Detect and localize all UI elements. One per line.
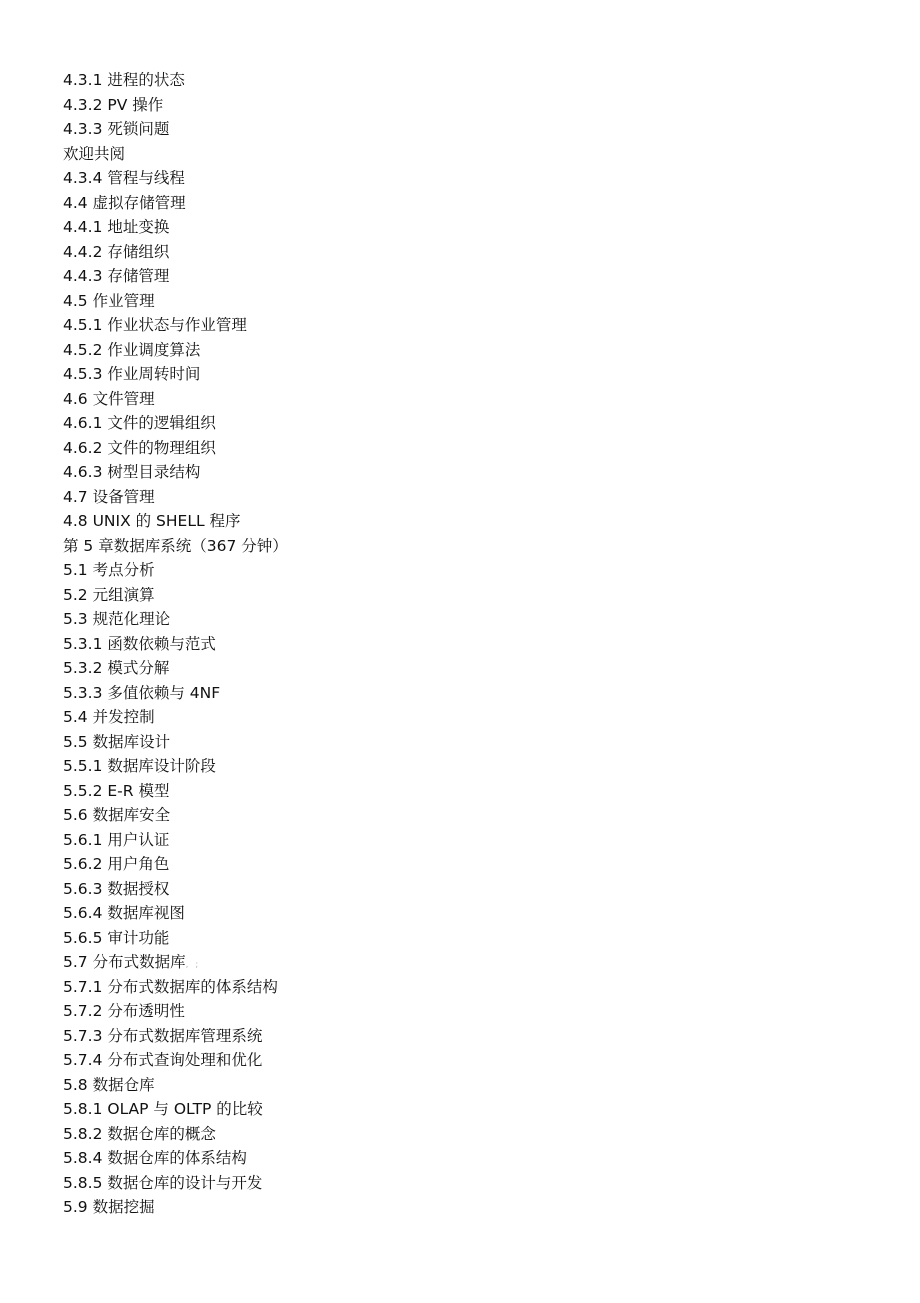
toc-line: 4.5.2 作业调度算法	[63, 340, 201, 359]
toc-line: 5.8.2 数据仓库的概念	[63, 1124, 216, 1143]
toc-line: 5.8 数据仓库	[63, 1075, 155, 1094]
toc-line: 4.6.3 树型目录结构	[63, 463, 201, 481]
toc-line: 5.6.5 审计功能	[63, 928, 170, 947]
toc-line: 4.6.2 文件的物理组织	[63, 438, 216, 457]
toc-line-text: 5.7 分布式数据库	[63, 953, 186, 971]
toc-line: 4.4.1 地址变换	[63, 218, 170, 236]
toc-line: 5.8.5 数据仓库的设计与开发	[63, 1173, 263, 1192]
toc-line: 4.3.3 死锁问题	[63, 120, 170, 138]
toc-line: 4.3.4 管程与线程	[63, 169, 185, 187]
chapter-heading: 第 5 章数据库系统（367 分钟）	[63, 536, 288, 555]
toc-line: 5.7.4 分布式查询处理和优化	[63, 1051, 263, 1069]
toc-line: 5.6.3 数据授权	[63, 879, 170, 898]
toc-line: 4.5.3 作业周转时间	[63, 365, 201, 383]
toc-line: 5.6.1 用户认证	[63, 830, 170, 849]
toc-line: 4.4.3 存储管理	[63, 267, 170, 285]
toc-line: 4.6.1 文件的逻辑组织	[63, 414, 216, 432]
document-page	[63, 68, 883, 1220]
toc-line: 5.6.4 数据库视图	[63, 904, 185, 922]
toc-line: 5.7.2 分布透明性	[63, 1002, 185, 1020]
toc-line: 5.9 数据挖掘	[63, 1198, 155, 1216]
toc-line-with-mark	[63, 950, 883, 975]
toc-line: 5.6.2 用户角色	[63, 855, 170, 873]
toc-line: 5.1 考点分析	[63, 561, 155, 579]
toc-line: 4.7 设备管理	[63, 487, 155, 506]
toc-line: 4.4.2 存储组织	[63, 242, 170, 261]
toc-line: 5.7.1 分布式数据库的体系结构	[63, 977, 278, 996]
toc-line: 4.6 文件管理	[63, 389, 155, 408]
toc-line: 4.4 虚拟存储管理	[63, 193, 186, 212]
toc-line: 4.5.1 作业状态与作业管理	[63, 316, 247, 334]
faint-mark: , ;	[185, 960, 201, 970]
toc-line: 5.4 并发控制	[63, 708, 155, 726]
toc-line: 5.5.2 E-R 模型	[63, 781, 170, 800]
toc-line: 5.7.3 分布式数据库管理系统	[63, 1026, 263, 1045]
toc-line: 5.3.1 函数依赖与范式	[63, 634, 216, 653]
toc-line: 5.8.4 数据仓库的体系结构	[63, 1149, 247, 1167]
toc-line: 5.2 元组演算	[63, 585, 155, 604]
toc-line: 5.5.1 数据库设计阶段	[63, 757, 216, 775]
toc-line: 4.5 作业管理	[63, 291, 155, 310]
toc-line: 4.3.1 进程的状态	[63, 71, 185, 89]
toc-line: 4.8 UNIX 的 SHELL 程序	[63, 512, 241, 530]
toc-line: 5.6 数据库安全	[63, 806, 171, 824]
watermark-text: 欢迎共阅	[63, 144, 126, 163]
toc-line: 5.3 规范化理论	[63, 610, 171, 628]
toc-line: 5.3.2 模式分解	[63, 659, 170, 677]
toc-line: 5.5 数据库设计	[63, 732, 171, 751]
toc-line: 5.8.1 OLAP 与 OLTP 的比较	[63, 1100, 263, 1118]
toc-line: 5.3.3 多值依赖与 4NF	[63, 683, 221, 702]
toc-line: 4.3.2 PV 操作	[63, 95, 164, 114]
